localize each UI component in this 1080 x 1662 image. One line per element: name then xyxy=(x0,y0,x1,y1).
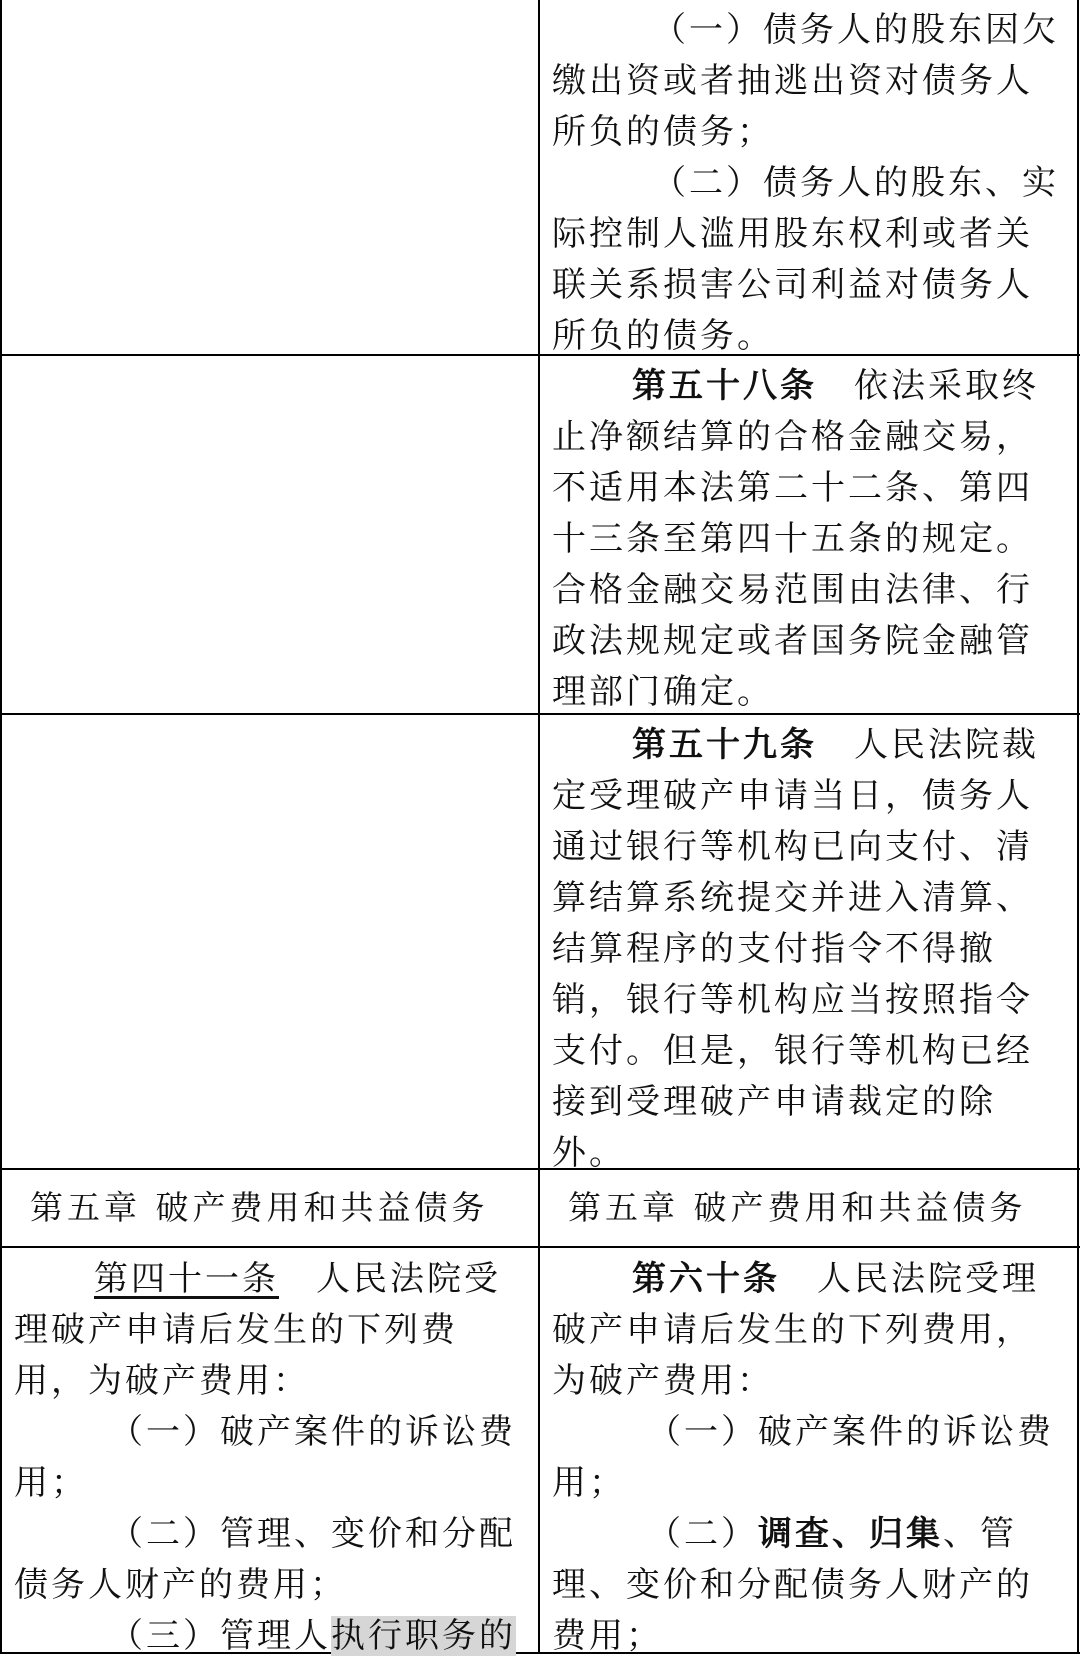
article-paragraph xyxy=(552,1254,1067,1407)
table-center-divider xyxy=(538,0,540,1654)
right-cell-article-60 xyxy=(552,1254,1067,1662)
right-cell-article-58 xyxy=(552,361,1067,718)
article-heading: 第五十九条 xyxy=(632,725,817,765)
article-paragraph xyxy=(552,720,1067,1179)
highlighted-text: 执行职务的 xyxy=(331,1616,516,1656)
article-heading: 第五十八条 xyxy=(632,366,817,406)
item-paragraph: （二）管理、变价和分配债务人财产的费用； xyxy=(14,1514,516,1605)
table-right-border xyxy=(1077,0,1079,1654)
item-text: （三）管理人 xyxy=(109,1616,331,1656)
row-divider xyxy=(0,1246,1080,1248)
article-paragraph xyxy=(14,1254,529,1407)
chapter-title-left: 第五章 破产费用和共益债务 xyxy=(30,1188,489,1227)
left-cell-article-41 xyxy=(14,1254,529,1662)
bold-inserted-text: 调查、归集 xyxy=(758,1514,943,1554)
article-heading: 第四十一条 xyxy=(94,1259,279,1299)
article-text: 依法采取终止净额结算的合格金融交易，不适用本法第二十二条、第四十三条至第四十五条的规定。合格金融交易范围由法律、行政法规规定或者国务院金融管理部门确定。 xyxy=(552,366,1039,712)
chapter-title-right: 第五章 破产费用和共益债务 xyxy=(568,1188,1027,1227)
article-paragraph xyxy=(552,361,1067,718)
table-left-border xyxy=(0,0,2,1654)
item-paragraph xyxy=(14,1611,529,1662)
right-cell-article-59 xyxy=(552,720,1067,1179)
item-text: （二） xyxy=(647,1514,758,1554)
item-paragraph: （一）债务人的股东因欠缴出资或者抽逃出资对债务人所负的债务； xyxy=(552,10,1059,152)
right-cell-items xyxy=(552,5,1067,362)
item-paragraph: （一）破产案件的诉讼费用； xyxy=(14,1412,516,1503)
article-text: 人民法院受理破产申请后发生的下列费用，为破产费用： xyxy=(14,1259,501,1401)
article-text: 人民法院裁定受理破产申请当日，债务人通过银行等机构已向支付、清算结算系统提交并进入清算、结算程序的支付指令不得撤销，银行等机构应当按照指令支付。但是，银行等机构已经接到受理破产申请裁定的除外。 xyxy=(552,725,1039,1173)
item-paragraph: （二）债务人的股东、实际控制人滥用股东权利或者关联关系损害公司利益对债务人所负的债务。 xyxy=(552,163,1059,356)
item-paragraph xyxy=(552,1509,1067,1662)
article-heading: 第六十条 xyxy=(632,1259,780,1299)
item-text: 、管理、变价和分配债务人财产的费用； xyxy=(552,1514,1033,1656)
article-text: 人民法院受理破产申请后发生的下列费用，为破产费用： xyxy=(552,1259,1039,1401)
item-paragraph: （一）破产案件的诉讼费用； xyxy=(552,1412,1054,1503)
